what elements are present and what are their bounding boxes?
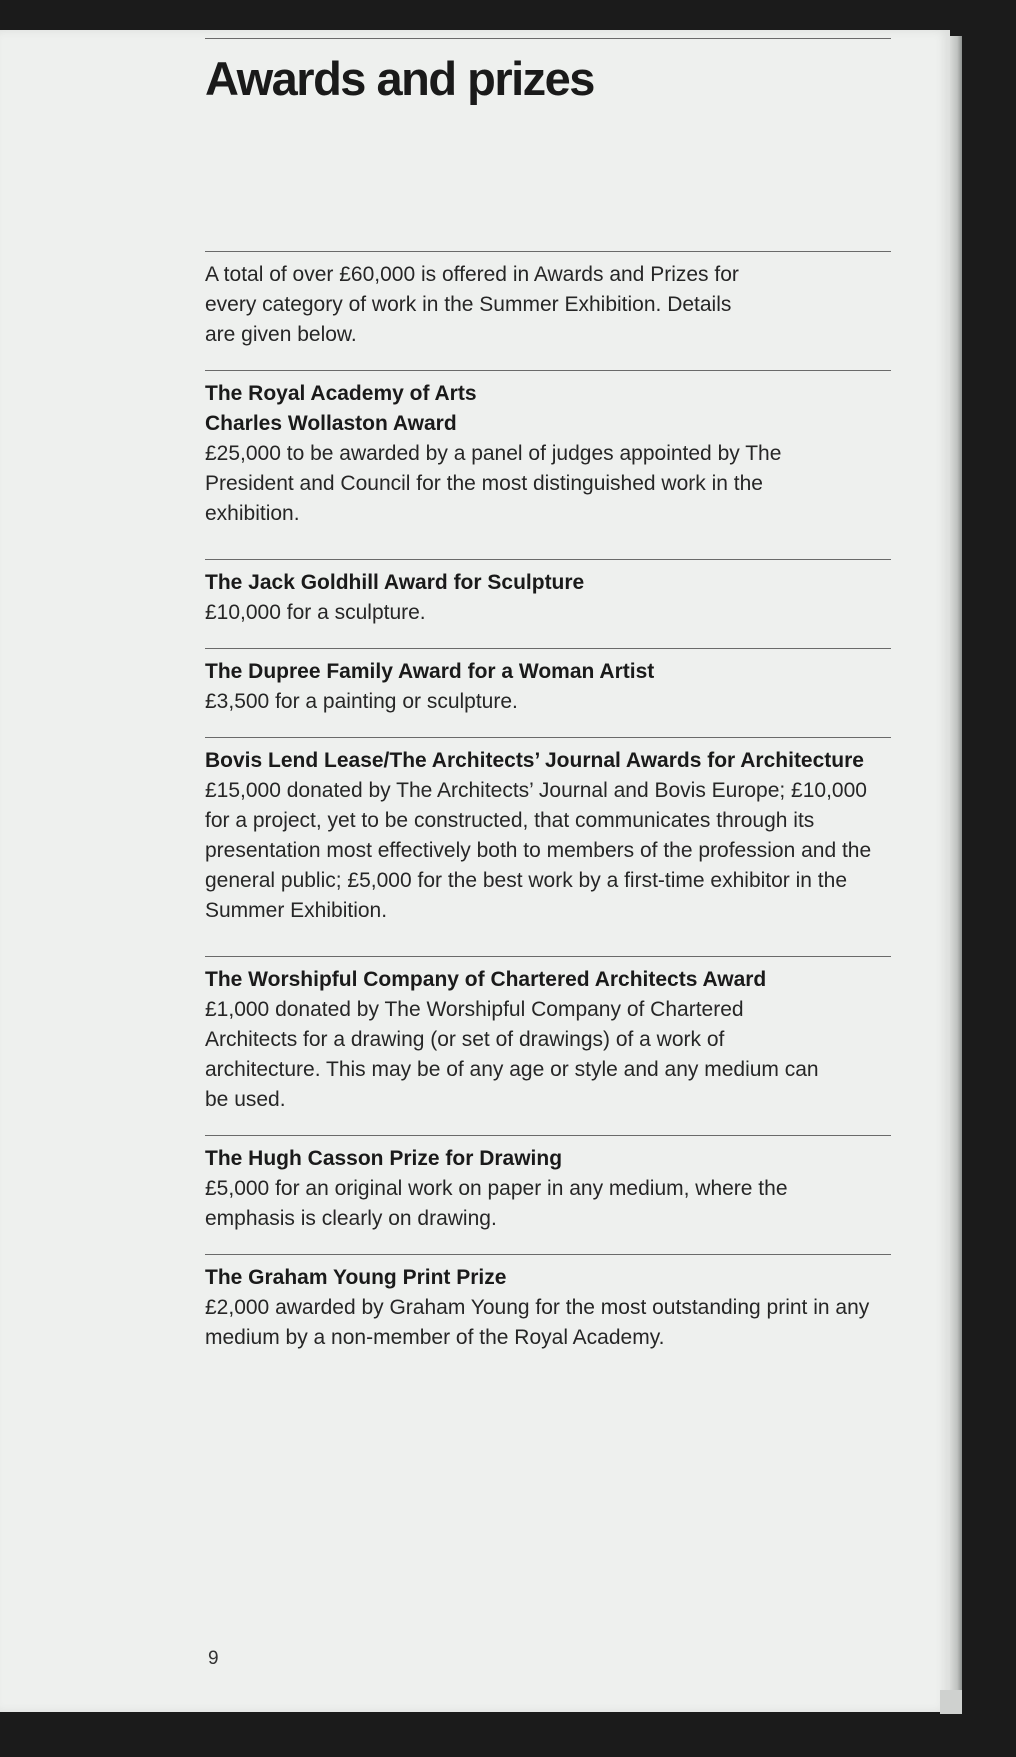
award-description: £1,000 donated by The Worshipful Company of Chartered Architects for a drawing (or set of drawings) of a work of architecture. This may be of any age or style and any medium can be used. (205, 998, 819, 1111)
award-title: The Dupree Family Award for a Woman Artist (205, 660, 655, 683)
award-block (205, 957, 891, 1115)
award-title: The Hugh Casson Prize for Drawing (205, 1147, 563, 1170)
award-description: £25,000 to be awarded by a panel of judges appointed by The President and Council for the most distinguished work in the exhibition. (205, 442, 782, 525)
award-block (205, 560, 891, 628)
award-block (205, 371, 891, 529)
award-block (205, 1136, 891, 1234)
page-number: 9 (208, 1648, 219, 1669)
top-rule (205, 38, 891, 39)
page-title: Awards and prizes (205, 52, 594, 105)
intro-text: A total of over £60,000 is offered in Awards and Prizes for every category of work in the Summer Exhibition. Details are given below. (205, 263, 739, 346)
intro-section (205, 251, 891, 350)
award-title: The Royal Academy of Arts (205, 382, 477, 405)
award-description: £2,000 awarded by Graham Young for the most outstanding print in any medium by a non-member of the Royal Academy. (205, 1296, 870, 1349)
award-title: Charles Wollaston Award (205, 412, 457, 435)
award-description: £3,500 for a painting or sculpture. (205, 690, 518, 713)
award-description: £15,000 donated by The Architects’ Journal and Bovis Europe; £10,000 for a project, yet to be constructed, that communicates through its presentation most effectively both to members of the profession and the general public; £5,000 for the best work by a first-time exhibitor in the Summer Exhibition. (205, 779, 872, 922)
award-block (205, 649, 891, 717)
award-title: Bovis Lend Lease/The Architects’ Journal Awards for Architecture (205, 749, 864, 772)
page-content (205, 38, 891, 1353)
award-title: The Jack Goldhill Award for Sculpture (205, 571, 585, 594)
page-corner (940, 1690, 962, 1714)
award-block (205, 1255, 891, 1353)
award-block (205, 738, 891, 926)
page-edge (950, 36, 962, 1708)
award-title: The Graham Young Print Prize (205, 1266, 507, 1289)
intro-block (205, 252, 891, 350)
award-description: £10,000 for a sculpture. (205, 601, 426, 624)
award-description: £5,000 for an original work on paper in any medium, where the emphasis is clearly on drawing. (205, 1177, 788, 1230)
award-title: The Worshipful Company of Chartered Architects Award (205, 968, 767, 991)
